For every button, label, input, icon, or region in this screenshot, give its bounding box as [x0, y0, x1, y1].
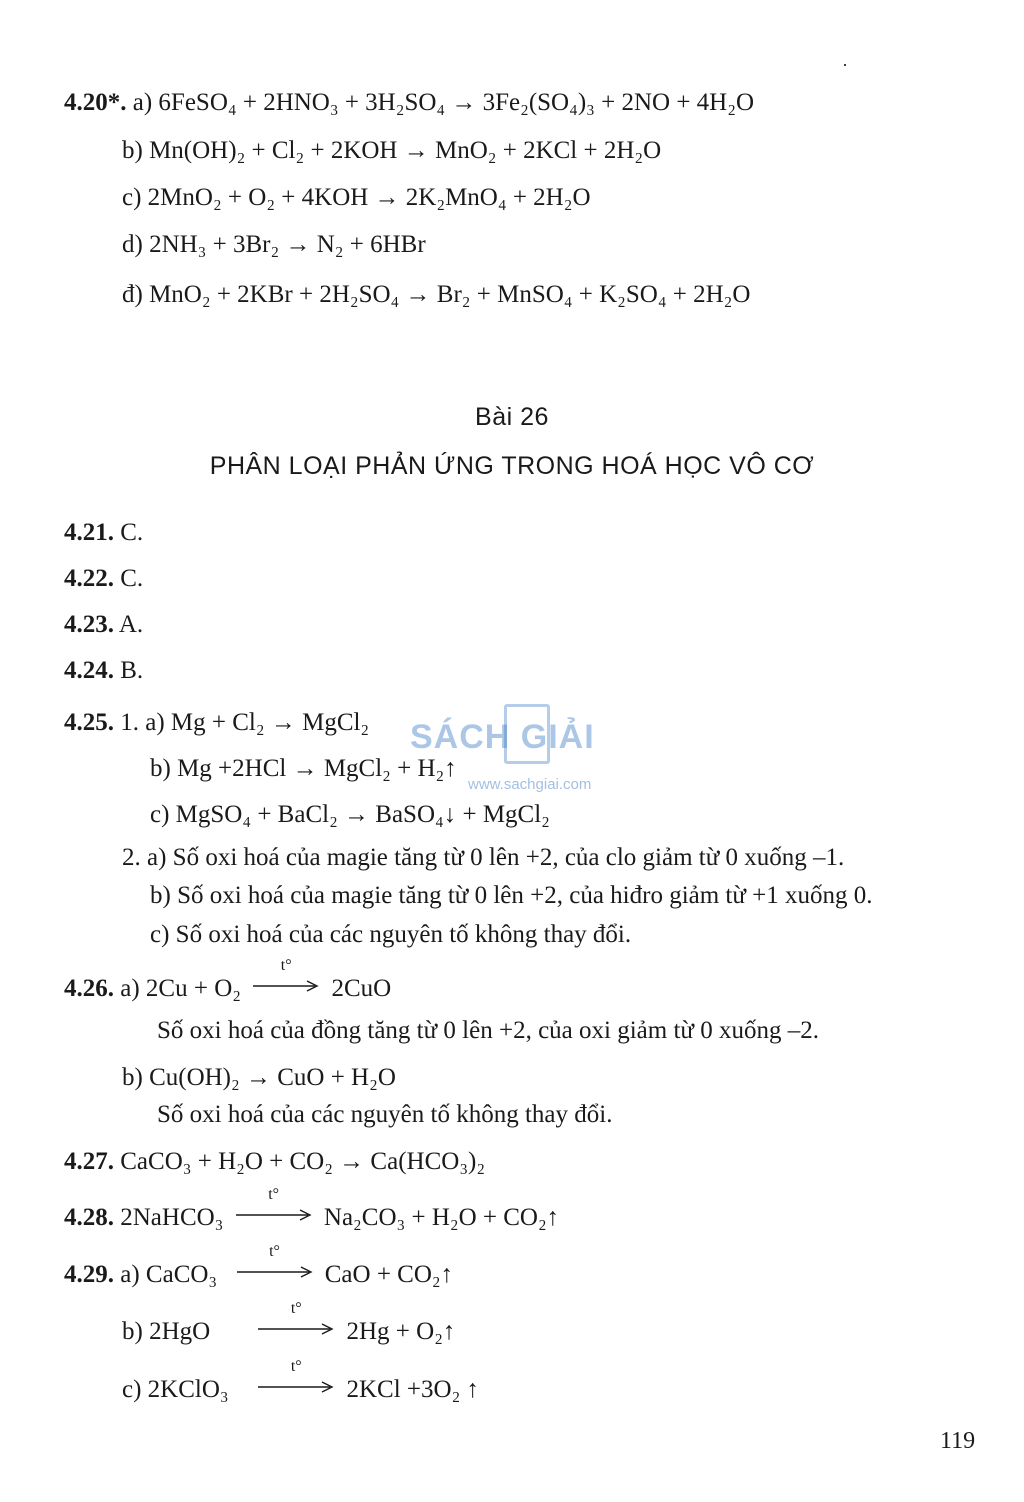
equation-text: a) 6FeSO₄ + 2HNO₃ + 3H₂SO₄ → 3Fe₂(SO₄)₃ + 2NO + 4H₂O [132, 89, 755, 116]
equation-text: 1. a) Mg + Cl₂ → MgCl₂ [120, 709, 370, 736]
lesson-number: Bài 26 [475, 403, 549, 431]
problem-4-25-1c: c) MgSO₄ + BaCl₂ → BaSO₄↓ + MgCl₂ [150, 801, 550, 828]
watermark-brand: SÁCH GIẢI [410, 718, 595, 756]
problem-label: 4.28. [64, 1204, 114, 1231]
problem-4-26-a [64, 957, 392, 1004]
problem-4-20-c: c) 2MnO₂ + O₂ + 4KOH → 2K₂MnO₄ + 2H₂O [122, 184, 591, 211]
problem-4-25-2c: c) Số oxi hoá của các nguyên tố không thay đổi. [150, 921, 632, 948]
problem-4-25-1a [64, 708, 369, 738]
problem-label: 4.21. [64, 519, 114, 546]
equation-right: Na₂CO₃ + H₂O + CO₂↑ [323, 1204, 560, 1231]
answer-text: C. [120, 565, 144, 592]
answer-text: C. [120, 519, 144, 546]
lesson-heading: PHÂN LOẠI PHẢN ỨNG TRONG HOÁ HỌC VÔ CƠ [209, 452, 815, 480]
problem-label: 4.23. [64, 611, 114, 638]
heat-label: t° [268, 1186, 280, 1203]
problem-4-24 [64, 656, 143, 686]
equation-right: 2KCl +3O₂ ↑ [346, 1376, 480, 1403]
problem-4-26-b-note: Số oxi hoá của các nguyên tố không thay đổi. [157, 1101, 613, 1128]
heat-arrow [258, 1358, 334, 1399]
problem-4-20-dd: đ) MnO₂ + 2KBr + 2H₂SO₄ → Br₂ + MnSO₄ + K₂SO₄ + 2H₂O [122, 281, 751, 308]
problem-4-29-a [64, 1243, 454, 1290]
problem-label: 4.26. [64, 975, 114, 1002]
problem-label: 4.20*. [64, 89, 127, 116]
heat-arrow [236, 1186, 312, 1227]
answer-text: A. [118, 611, 144, 638]
equation-text: CaCO₃ + H₂O + CO₂ → Ca(HCO₃)₂ [120, 1148, 486, 1175]
problem-4-21 [64, 518, 143, 548]
page-number: 119 [940, 1428, 976, 1454]
problem-4-25-2b: b) Số oxi hoá của magie tăng từ 0 lên +2, của hiđro giảm từ +1 xuống 0. [150, 882, 873, 909]
equation-right: 2CuO [331, 975, 392, 1002]
heat-label: t° [290, 1300, 302, 1317]
problem-label: 4.22. [64, 565, 114, 592]
answer-text: B. [120, 657, 144, 684]
problem-label: 4.25. [64, 709, 114, 736]
equation-left: a) 2Cu + O₂ [120, 975, 241, 1002]
problem-4-28 [64, 1186, 560, 1233]
problem-label: 4.27. [64, 1148, 114, 1175]
heat-label: t° [290, 1358, 302, 1375]
arrow-icon [237, 1266, 313, 1278]
problem-4-20-a [64, 88, 754, 118]
heat-label: t° [269, 1243, 280, 1260]
arrow-icon [236, 1209, 312, 1221]
problem-4-29-c [122, 1358, 480, 1405]
watermark-url: www.sachgiai.com [468, 776, 592, 793]
equation-left: c) 2KClO₃ [122, 1376, 229, 1403]
problem-4-29-b [122, 1300, 456, 1347]
problem-label: 4.24. [64, 657, 114, 684]
problem-4-20-d: d) 2NH₃ + 3Br₂ → N₂ + 6HBr [122, 231, 426, 258]
header-mark: · [842, 55, 848, 75]
arrow-icon [253, 980, 319, 992]
equation-left: a) CaCO₃ [120, 1261, 218, 1288]
equation-left: b) 2HgO [122, 1318, 211, 1345]
problem-4-20-b: b) Mn(OH)₂ + Cl₂ + 2KOH → MnO₂ + 2KCl + 2H₂O [122, 137, 662, 164]
equation-right: 2Hg + O₂↑ [346, 1318, 456, 1345]
heat-arrow [258, 1300, 334, 1341]
problem-4-25-1b: b) Mg +2HCl → MgCl₂ + H₂↑ [150, 755, 457, 782]
problem-4-25-2a: 2. a) Số oxi hoá của magie tăng từ 0 lên +2, của clo giảm từ 0 xuống –1. [122, 844, 845, 871]
heat-arrow [253, 957, 319, 998]
equation-left: 2NaHCO₃ [120, 1204, 224, 1231]
arrow-icon [258, 1381, 334, 1393]
heat-label: t° [280, 957, 292, 974]
heat-arrow [237, 1243, 313, 1284]
equation-right: CaO + CO₂↑ [324, 1261, 454, 1288]
watermark [410, 702, 620, 802]
problem-label: 4.29. [64, 1261, 114, 1288]
problem-4-22 [64, 564, 143, 594]
problem-4-26-a-note: Số oxi hoá của đồng tăng từ 0 lên +2, của oxi giảm từ 0 xuống –2. [157, 1017, 819, 1044]
problem-4-23 [64, 610, 143, 640]
problem-4-27 [64, 1147, 485, 1177]
arrow-icon [258, 1323, 334, 1335]
problem-4-26-b: b) Cu(OH)₂ → CuO + H₂O [122, 1064, 396, 1091]
